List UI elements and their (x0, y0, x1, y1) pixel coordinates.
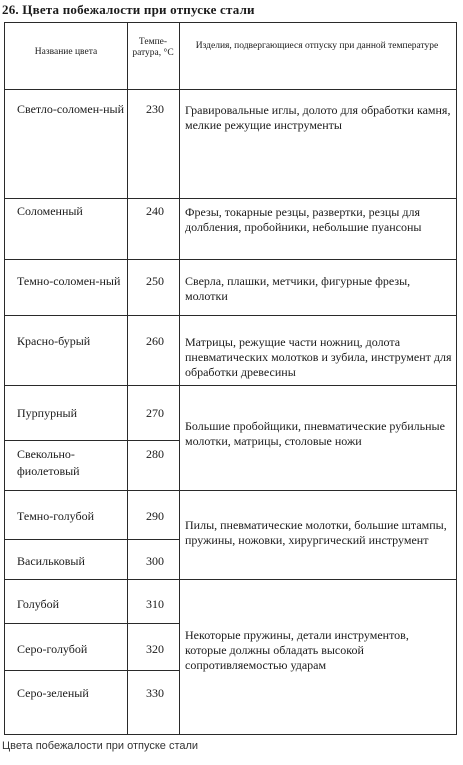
row-divider-partial (5, 539, 180, 540)
color-name: Васильковый (17, 554, 85, 568)
color-name: Серо-голубой (17, 642, 88, 656)
items-description: Фрезы, токарные резцы, развертки, резцы для долбления, пробойники, небольшие пуансоны (185, 205, 422, 234)
color-name: Темно-соломен-ный (17, 274, 121, 288)
row-divider-partial (5, 623, 180, 624)
temperature-value: 250 (146, 274, 164, 288)
row-divider (5, 259, 456, 260)
header-temperature: Темпе-ратура, °С (132, 37, 174, 58)
temperature-value: 270 (146, 406, 164, 420)
temperature-value: 290 (146, 509, 164, 523)
color-name: Красно-бурый (17, 334, 91, 348)
table-title: 26. Цвета побежалости при отпуске стали (2, 2, 255, 17)
header-divider (5, 89, 456, 90)
items-description: Пилы, пневматические молотки, большие штампы, пружины, ножовки, хирургический инструмент (185, 518, 447, 547)
row-divider-partial (5, 670, 180, 671)
row-divider-partial (5, 440, 180, 441)
color-name: Свекольно-фиолетовый (17, 447, 80, 478)
color-name: Серо-зеленый (17, 686, 89, 700)
color-name: Светло-соломен-ный (17, 102, 125, 116)
row-divider (5, 385, 456, 386)
image-caption: Цвета побежалости при отпуске стали (2, 740, 199, 752)
color-name: Темно-голубой (17, 509, 95, 523)
row-divider (5, 198, 456, 199)
temperature-value: 230 (146, 102, 164, 116)
color-name: Соломенный (17, 204, 83, 218)
header-use: Изделия, подвергающиеся отпуску при данной температуре (195, 41, 439, 51)
header-name: Название цвета (34, 47, 98, 57)
color-name: Голубой (17, 597, 60, 611)
temperature-value: 240 (146, 204, 164, 218)
temperature-value: 320 (146, 642, 164, 656)
temperature-value: 300 (146, 554, 164, 568)
temper-colors-table (4, 22, 457, 735)
items-description: Матрицы, режущие части ножниц, долота пневматических молотков и зубила, инструмент для обработки древесины (185, 335, 452, 379)
row-divider (5, 490, 456, 491)
temperature-value: 260 (146, 334, 164, 348)
temperature-value: 280 (146, 447, 164, 461)
items-description: Сверла, плашки, метчики, фигурные фрезы, молотки (185, 274, 411, 303)
items-description: Гравировальные иглы, долото для обработки камня, мелкие режущие инструменты (185, 103, 451, 132)
temperature-value: 310 (146, 597, 164, 611)
row-divider (5, 315, 456, 316)
row-divider (5, 579, 456, 580)
column-divider (127, 23, 128, 734)
items-description: Некоторые пружины, детали инструментов, которые должны обладать высокой сопротивляемостью ударам (185, 628, 409, 672)
column-divider (179, 23, 180, 734)
temperature-value: 330 (146, 686, 164, 700)
items-description: Большие пробойщики, пневматические рубильные молотки, матрицы, столовые ножи (185, 419, 445, 448)
color-name: Пурпурный (17, 406, 77, 420)
